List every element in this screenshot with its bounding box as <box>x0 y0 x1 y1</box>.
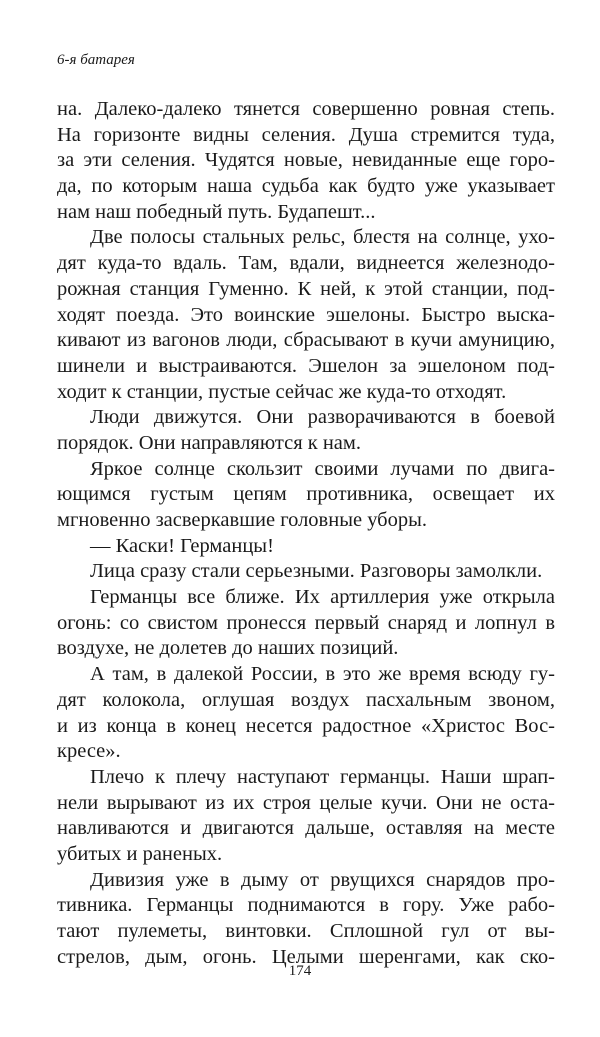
text-line: убитых и раненых. <box>57 842 223 865</box>
text-line: Плечо к плечу наступают германцы. Наши шрап- <box>90 765 555 788</box>
text-line: тивника. Германцы поднимаются в гору. Уже рабо- <box>57 894 555 917</box>
text-line: огонь: со свистом пронесся первый снаряд и лопнул в <box>57 611 555 634</box>
text-line: дят куда-то вдаль. Там, вдали, виднеется железнодо- <box>57 252 555 275</box>
running-head: 6-я батарея <box>57 52 135 68</box>
text-line: Люди движутся. Они разворачиваются в боевой <box>90 406 555 429</box>
text-line: — Каски! Германцы! <box>90 534 274 557</box>
text-line: ходят поезда. Это воинские эшелоны. Быстро выска- <box>57 303 555 326</box>
text-line: стрелов, дым, огонь. Целыми шеренгами, как ско- <box>57 945 555 968</box>
text-line: воздухе, не долетев до наших позиций. <box>57 637 399 660</box>
text-line: навливаются и двигаются дальше, оставляя на месте <box>57 817 555 840</box>
text-line: дят колокола, оглушая воздух пасхальным звоном, <box>57 688 555 711</box>
text-line: и из конца в конец несется радостное «Христос Вос- <box>57 714 555 737</box>
text-line: тают пулеметы, винтовки. Сплошной гул от вы- <box>57 920 555 942</box>
paragraph <box>57 457 555 534</box>
text-line: Лица сразу стали серьезными. Разговоры замолкли. <box>90 560 543 583</box>
text-line: нам наш победный путь. Будапешт... <box>57 200 376 223</box>
paragraph <box>57 534 555 560</box>
text-line: на. Далеко-далеко тянется совершенно ровная степь. <box>57 98 555 120</box>
text-line: да, по которым наша судьба как будто уже указывает <box>57 175 555 198</box>
text-line: Яркое солнце скользит своими лучами по двига- <box>90 457 555 480</box>
paragraph <box>57 765 555 868</box>
text-line: На горизонте видны селения. Душа стремится туда, <box>57 123 555 146</box>
text-line: мгновенно засверкавшие головные уборы. <box>57 509 428 531</box>
text-line: кивают из вагонов люди, сбрасывают в кучи амуницию, <box>57 329 555 352</box>
paragraph <box>57 585 555 662</box>
text-line: А там, в далекой России, в это же время всюду гу- <box>90 663 555 686</box>
paragraph <box>57 405 555 456</box>
text-line: рожная станция Гуменно. К ней, к этой станции, под- <box>57 277 555 300</box>
text-line: Германцы все ближе. Их артиллерия уже открыла <box>90 586 555 609</box>
paragraph <box>57 559 555 585</box>
paragraph <box>57 868 555 971</box>
text-line: Две полосы стальных рельс, блестя на солнце, ухо- <box>90 226 555 249</box>
body-text <box>57 97 555 970</box>
page-number: 174 <box>288 963 312 979</box>
text-line: ходит к станции, пустые сейчас же куда-то отходят. <box>57 380 507 403</box>
paragraph <box>57 97 555 225</box>
text-line: ющимся густым цепям противника, освещает их <box>57 483 555 506</box>
text-line: порядок. Они направляются к нам. <box>57 431 362 454</box>
text-line: Дивизия уже в дыму от рвущихся снарядов про- <box>90 868 555 891</box>
text-line: нели вырывают из их строя целые кучи. Они не оста- <box>57 791 555 814</box>
text-line: за эти селения. Чудятся новые, невиданные еще горо- <box>57 149 555 172</box>
paragraph <box>57 225 555 405</box>
text-line: шинели и выстраиваются. Эшелон за эшелоном под- <box>57 354 555 377</box>
text-line: кресе». <box>57 740 121 763</box>
paragraph <box>57 662 555 765</box>
